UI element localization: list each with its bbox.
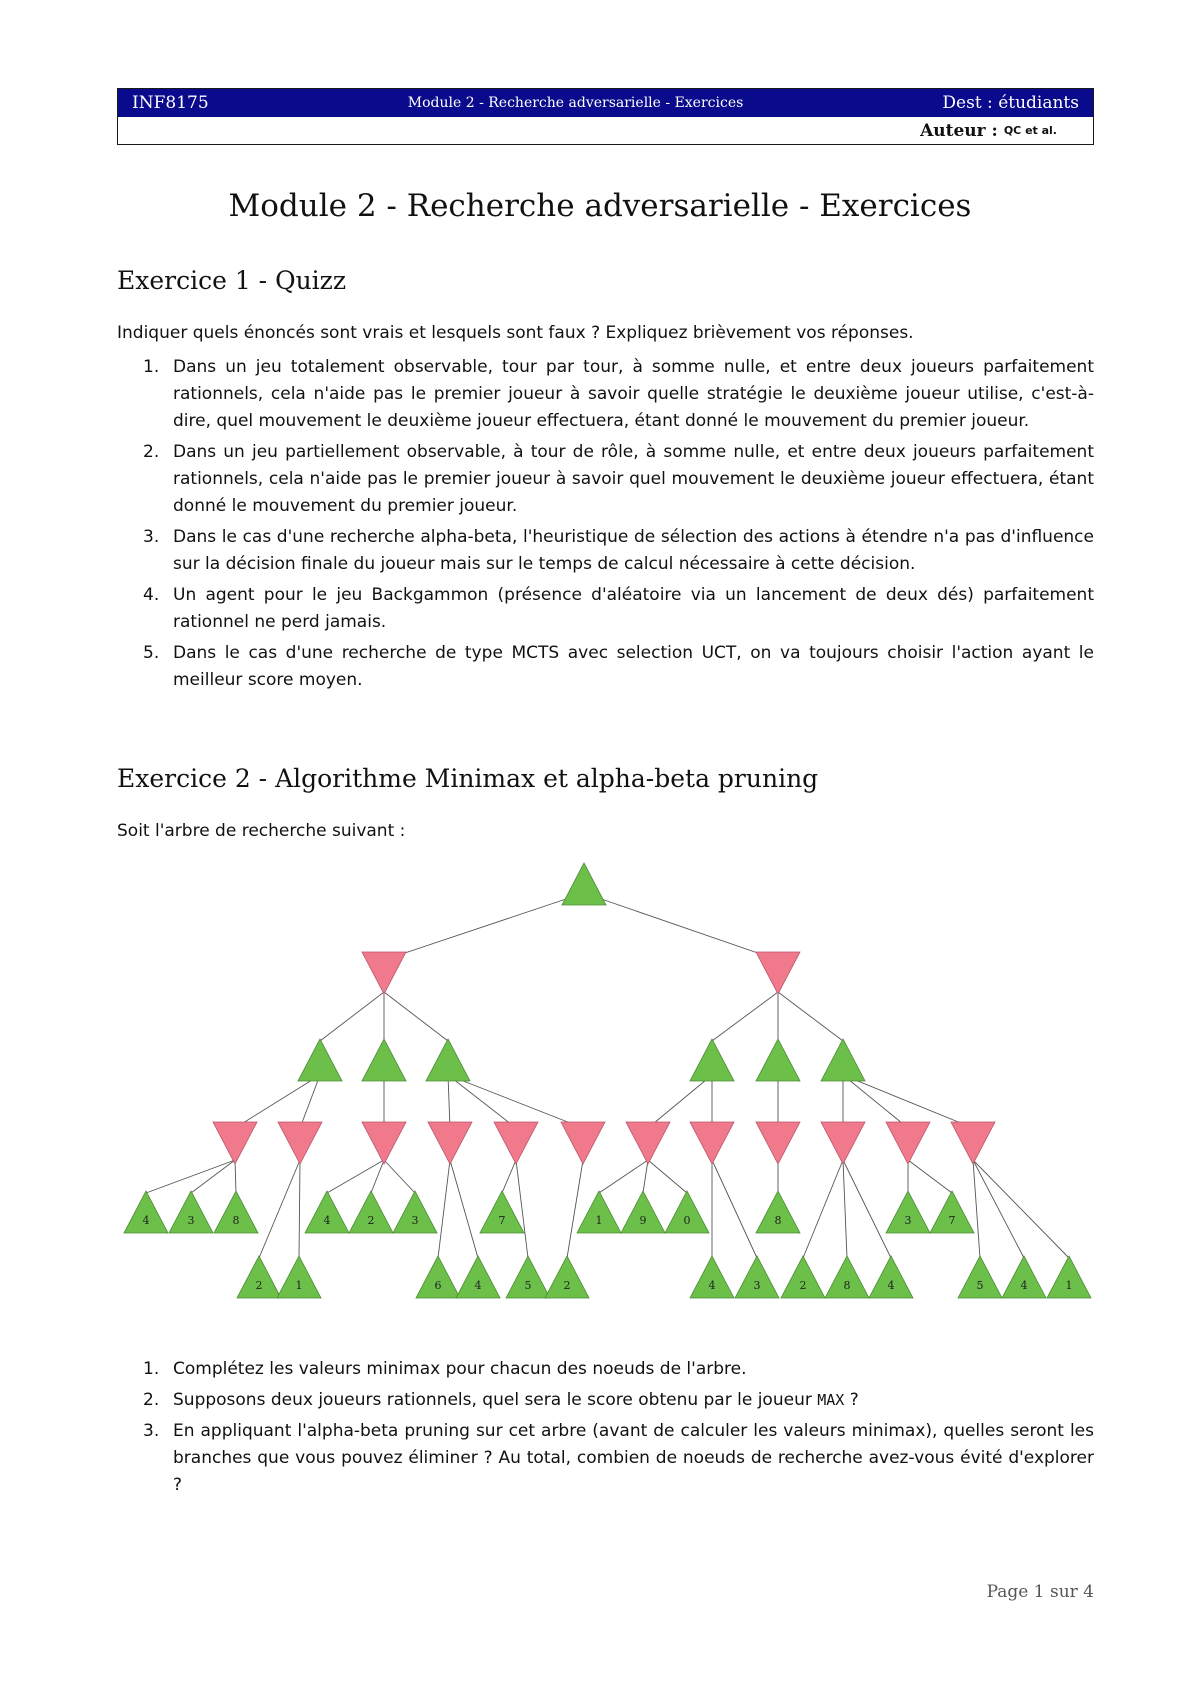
ex2-intro: Soit l'arbre de recherche suivant : [117, 821, 406, 841]
leaf-value: 5 [976, 1279, 984, 1292]
leaf-value: 8 [774, 1214, 782, 1227]
page-title: Module 2 - Recherche adversarielle - Exercices [228, 188, 972, 224]
max-node [690, 1039, 734, 1081]
item-text: Dans le cas d'une recherche alpha-beta, l'heuristique de sélection des actions à étendre n'a pas d'influence sur la décision finale du joueur mais sur le temps de calcul nécessaire à cette décision. [173, 527, 1094, 574]
tree-edge [448, 1075, 583, 1128]
author-label: Auteur : [920, 120, 998, 141]
max-code: MAX [817, 1391, 845, 1409]
tree-edge [643, 1160, 648, 1193]
tree-edge [146, 1160, 235, 1193]
leaf-value: 4 [474, 1279, 482, 1292]
max-node [362, 1039, 406, 1081]
tree-edge [384, 893, 584, 960]
item-text: Complétez les valeurs minimax pour chacun des noeuds de l'arbre. [173, 1359, 747, 1379]
leaf-value: 5 [524, 1279, 532, 1292]
leaf-value: 4 [142, 1214, 150, 1227]
tree-edge [712, 992, 778, 1041]
ex2-heading: Exercice 2 - Algorithme Minimax et alpha-beta pruning [117, 764, 819, 793]
tree-edge [973, 1160, 980, 1258]
ex1-heading: Exercice 1 - Quizz [117, 266, 347, 295]
item-number: 1. [143, 357, 160, 377]
max-node-root [562, 863, 606, 905]
tree-edge [438, 1160, 450, 1258]
list-item [117, 1387, 1094, 1414]
tree-edge [843, 1075, 973, 1128]
leaf-value: 1 [295, 1279, 303, 1292]
tree-nodes [124, 863, 1091, 1298]
tree-edge [973, 1160, 1024, 1258]
item-text-end: ? [844, 1390, 859, 1410]
min-node [213, 1122, 257, 1164]
tree-edge [648, 1075, 712, 1128]
tree-edge [843, 1160, 891, 1258]
tree-edge [584, 893, 778, 960]
max-node [426, 1039, 470, 1081]
header-module-title: Module 2 - Recherche adversarielle - Exercices [407, 95, 744, 111]
list-item [117, 1356, 1094, 1383]
min-node [494, 1122, 538, 1164]
item-number: 1. [143, 1359, 160, 1379]
authors: QC et al. [1003, 124, 1057, 137]
tree-edge [843, 1160, 847, 1258]
tree-edge [299, 1160, 300, 1258]
tree-edge [384, 1160, 415, 1193]
tree-edge [371, 1160, 384, 1193]
tree-edge [843, 1075, 908, 1128]
min-node [626, 1122, 670, 1164]
leaf-value: 1 [595, 1214, 603, 1227]
tree-edge [712, 1160, 757, 1258]
item-number: 3. [143, 527, 160, 547]
tree-edge [300, 1075, 320, 1128]
leaf-value: 7 [498, 1214, 506, 1227]
min-node [428, 1122, 472, 1164]
item-text: Supposons deux joueurs rationnels, quel sera le score obtenu par le joueur [173, 1390, 818, 1410]
item-text: Dans un jeu totalement observable, tour par tour, à somme nulle, et entre deux joueurs parfaitement rationnels, cela n'aide pas le premier joueur à savoir quelle stratégie le deuxième joueur utilise, c'est-à-dire, quel mouvement le deuxième joueur effectuera, étant donné le mouvement du premier joueur. [173, 357, 1094, 431]
leaf-value: 4 [708, 1279, 716, 1292]
max-node [756, 1039, 800, 1081]
leaf-value: 2 [799, 1279, 807, 1292]
tree-edge [448, 1075, 516, 1128]
tree-edge [235, 1075, 320, 1128]
max-node [821, 1039, 865, 1081]
min-node [756, 952, 800, 994]
leaf-value: 8 [232, 1214, 240, 1227]
item-text: En appliquant l'alpha-beta pruning sur cet arbre (avant de calculer les valeurs minimax), quelles seront les branches que vous pouvez éliminer ? Au total, combien de noeuds de recherche avez-vous évité d'explorer ? [173, 1421, 1094, 1495]
leaf-value: 0 [683, 1214, 691, 1227]
item-number: 4. [143, 585, 160, 605]
tree-edge [327, 1160, 384, 1193]
leaf-value: 8 [843, 1279, 851, 1292]
leaf-value: 3 [411, 1214, 419, 1227]
ex1-intro: Indiquer quels énoncés sont vrais et lesquels sont faux ? Expliquez brièvement vos réponses. [117, 323, 914, 343]
min-node [886, 1122, 930, 1164]
min-node [821, 1122, 865, 1164]
item-number: 5. [143, 643, 160, 663]
min-node [690, 1122, 734, 1164]
header-dest: Dest : étudiants [942, 93, 1079, 113]
leaf-value: 6 [434, 1279, 442, 1292]
tree-edge [908, 1160, 952, 1193]
leaf-value: 4 [887, 1279, 895, 1292]
min-node [362, 1122, 406, 1164]
leaf-value: 1 [1065, 1279, 1073, 1292]
min-node [756, 1122, 800, 1164]
tree-edge [235, 1160, 236, 1193]
leaf-value: 2 [563, 1279, 571, 1292]
item-text: Dans un jeu partiellement observable, à tour de rôle, à somme nulle, et entre deux joueurs parfaitement rationnels, cela n'aide pas le premier joueur à savoir quel mouvement le deuxième joueur effectuera, étant donné le mouvement du premier joueur. [173, 442, 1094, 516]
leaf-value: 3 [187, 1214, 195, 1227]
tree-edge [320, 992, 384, 1041]
leaf-value: 2 [367, 1214, 375, 1227]
course-code: INF8175 [132, 93, 209, 113]
leaf-value: 3 [904, 1214, 912, 1227]
tree-edge [502, 1160, 516, 1193]
tree-edge [599, 1160, 648, 1193]
tree-edge [448, 1075, 450, 1128]
leaf-value: 3 [753, 1279, 761, 1292]
item-text: Un agent pour le jeu Backgammon (présence d'aléatoire via un lancement de deux dés) parfaitement rationnel ne perd jamais. [173, 585, 1094, 632]
item-number: 2. [143, 442, 160, 462]
leaf-value: 4 [1020, 1279, 1028, 1292]
page-number: Page 1 sur 4 [986, 1582, 1094, 1602]
min-node [951, 1122, 995, 1164]
leaf-value: 9 [639, 1214, 647, 1227]
leaf-value: 4 [323, 1214, 331, 1227]
tree-edge [567, 1160, 583, 1258]
max-node [298, 1039, 342, 1081]
tree-edges [146, 893, 1069, 1258]
tree-edge [648, 1160, 687, 1193]
tree-edge [259, 1160, 300, 1258]
ex2-question-list [117, 1356, 1094, 1503]
tree-edge [516, 1160, 528, 1258]
tree-edge [384, 992, 448, 1041]
tree-edge [450, 1160, 478, 1258]
tree-edge [973, 1160, 1069, 1258]
leaf-value: 7 [948, 1214, 956, 1227]
item-text: Dans le cas d'une recherche de type MCTS avec selection UCT, on va toujours choisir l'action ayant le meilleur score moyen. [173, 643, 1094, 690]
min-node [278, 1122, 322, 1164]
leaf-value: 2 [255, 1279, 263, 1292]
min-node [362, 952, 406, 994]
tree-edge [778, 992, 843, 1041]
item-number: 3. [143, 1421, 160, 1441]
list-item [117, 1418, 1094, 1499]
min-node [561, 1122, 605, 1164]
item-number: 2. [143, 1390, 160, 1410]
tree-edge [191, 1160, 235, 1193]
tree-edge [803, 1160, 843, 1258]
